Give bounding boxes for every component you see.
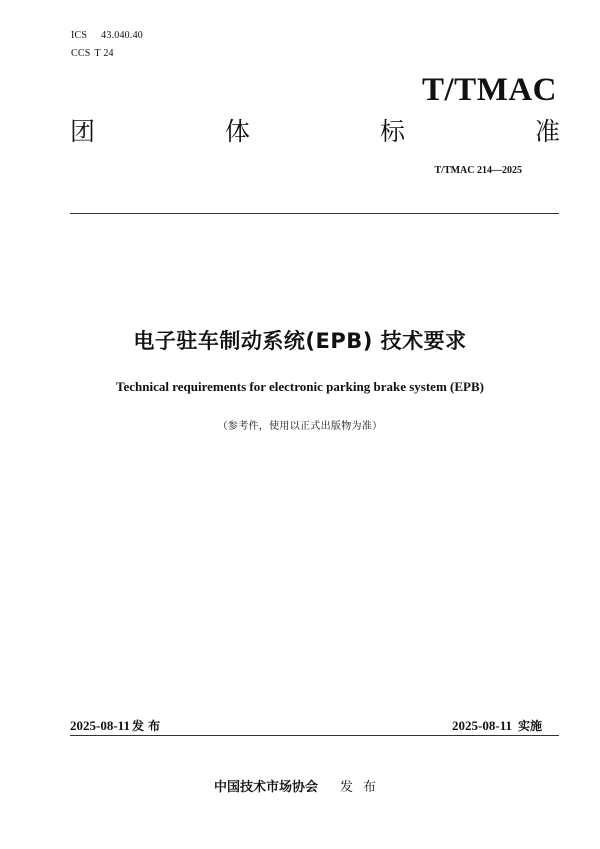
ics-value: 43.040.40: [101, 30, 143, 41]
ccs-code: [71, 48, 114, 59]
issue-date: [70, 717, 160, 734]
implementation-date-label: 实施: [517, 719, 542, 733]
standard-type-char: 团: [70, 117, 96, 146]
standard-brand: T/TMAC: [422, 72, 557, 108]
ics-code: [71, 30, 143, 41]
standard-type-char: 准: [534, 117, 560, 146]
ics-label: ICS: [71, 30, 88, 41]
standard-number: T/TMAC 214—2025: [434, 165, 522, 176]
publisher-action: 发布: [340, 780, 387, 795]
standard-type-char: 标: [379, 117, 405, 146]
standard-type: [70, 112, 560, 148]
implementation-date-value: 2025-08-11: [452, 718, 512, 733]
title-chinese: 电子驻车制动系统(EPB) 技术要求: [133, 329, 467, 353]
standard-type-char: 体: [224, 117, 250, 146]
reference-note: （参考件，使用以正式出版物为准）: [217, 421, 383, 432]
publisher-name: 中国技术市场协会: [213, 780, 318, 795]
title-english: Technical requirements for electronic parking brake system (EPB): [116, 379, 484, 394]
ccs-label: CCS: [71, 48, 91, 59]
footer-divider: [70, 735, 559, 736]
implementation-date: [452, 717, 542, 734]
publisher: [0, 776, 600, 795]
header-divider: [70, 213, 559, 214]
issue-date-label: 发 布: [131, 719, 161, 733]
issue-date-value: 2025-08-11: [70, 718, 130, 733]
ccs-value: T 24: [94, 48, 114, 59]
